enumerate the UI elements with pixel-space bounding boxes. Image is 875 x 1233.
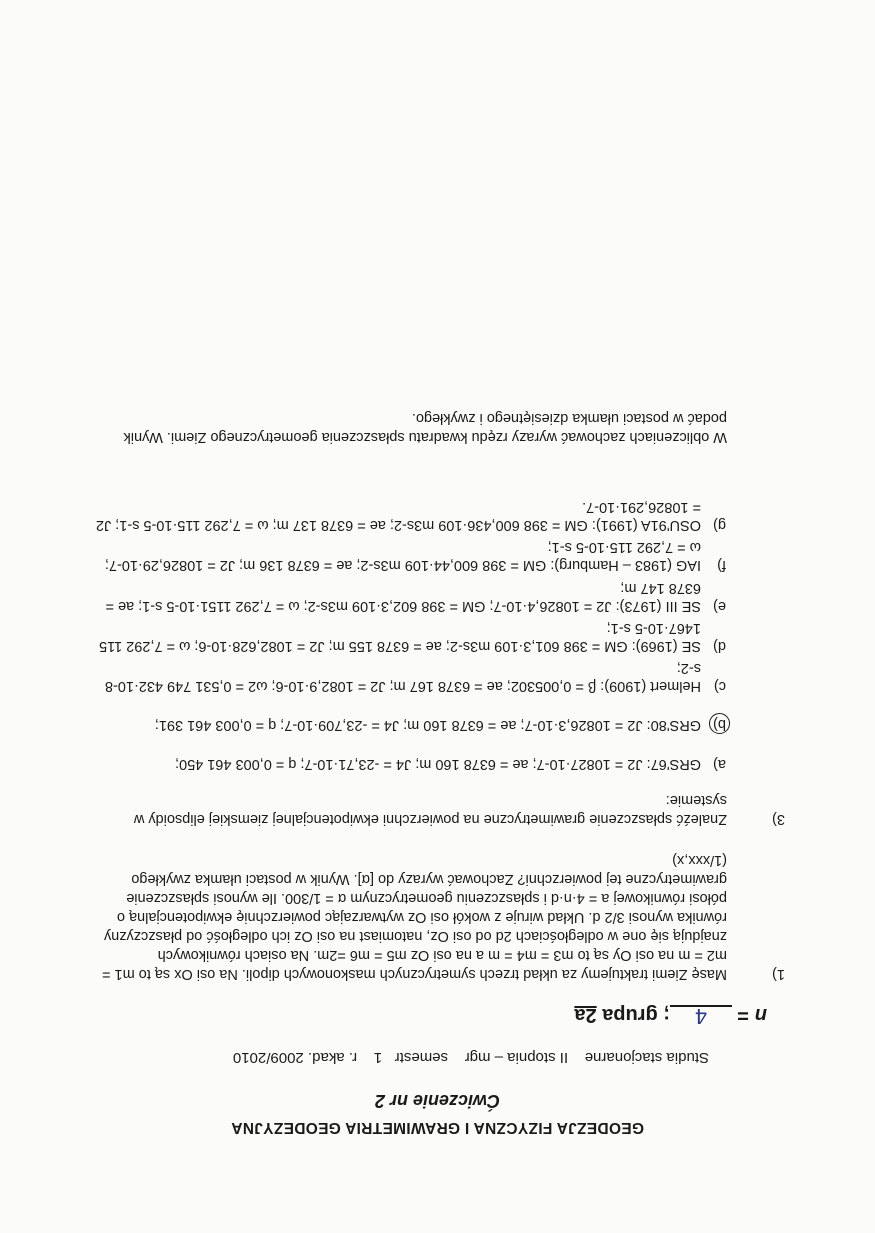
task3-note: W obliczeniach zachować wyrazy rzędu kwadratu spłaszczenia geometrycznego Ziemi. Wynik podać w postaci ułamka dziesiętnego i zwykłego. bbox=[123, 410, 727, 445]
study-info: Studia stacjonarne II stopnia – mgr semestr 1 r. akad. 2009/2010 bbox=[232, 1049, 709, 1066]
option-label-f: f) bbox=[717, 557, 726, 573]
option-label-d: d) bbox=[713, 638, 726, 654]
group-label: ; grupa bbox=[596, 1004, 670, 1026]
task3-number: 3) bbox=[772, 811, 785, 827]
n-label: n = bbox=[731, 1004, 767, 1026]
option-label-c: c) bbox=[713, 678, 726, 694]
option-text-c: Helmert (1909): β = 0,005302; ae = 6378 167 m; J2 = 1082,9·10-6; ω2 = 0,531 749 432·10-8 s-2; bbox=[104, 660, 701, 694]
option-text-e: SE III (1973): J2 = 10826,4·10-7; GM = 398 602,3·109 m3s-2; ω = 7,292 1151·10-5 s-1; ae = 6378 147 m; bbox=[105, 580, 701, 614]
option-text-b: GRS'80: J2 = 10826,3·10-7; ae = 6378 160 m; J4 = -23,709·10-7; q = 0,003 461 391; bbox=[154, 717, 701, 733]
task1-number: 1) bbox=[772, 966, 785, 982]
course-title: GEODEZJA FIZYCZNA I GRAWIMETRIA GEODEZYJNA bbox=[230, 1119, 645, 1136]
option-text-a: GRS'67: J2 = 10827·10-7; ae = 6378 160 m; J4 = -23,71·10-7; q = 0,003 461 450; bbox=[175, 756, 701, 772]
task3-text: Znaleźć spłaszczenie grawimetryczne na powierzchni ekwipotencjalnej ziemskiej elipsoidy w systemie: bbox=[133, 792, 727, 827]
n-handwritten-value: 4 bbox=[670, 1005, 732, 1025]
option-text-g: OSU'91A (1991): GM = 398 600,436·109 m3s-2; ae = 6378 137 m; ω = 7,292 115·10-5 s-1; J2 = 10826,291·10-7. bbox=[95, 499, 701, 533]
option-text-d: SE (1969): GM = 398 601,3·109 m3s-2; ae = 6378 155 m; J2 = 1082,628·10-6; ω = 7,292 115 1467·10-5 s-1; bbox=[99, 620, 701, 654]
group-id: 2a bbox=[574, 1004, 597, 1026]
task1-text: Masę Ziemi traktujemy za układ trzech symetrycznych maskonowych dipoli. Na osi Ox są to m1 = m2 = m na osi Oy są to m3 = m4 = m a na osi Oz m5 = m6 =2m. Na osiach równikowych znajdują się one w odległościach 2d od osi Oz, natomiast na osi Oz ich odległość od płaszczyzny równika wynosi 3/2 d. Układ wiruje z wokół osi Oz wytwarzając powierzchnię ekwipotencjalną o półosi równikowej a = 4·n·d i spłaszczeniu geometrycznym α = 1/300. Ile wynosi spłaszczenie grawimetryczne tej powierzchni? Zachować wyrazy do [α]. Wynik w postaci ułamka zwykłego (1/xxx,x) bbox=[102, 852, 727, 982]
exercise-title: Ćwiczenie nr 2 bbox=[374, 1091, 501, 1111]
option-text-f: IAG (1983 – Hamburg): GM = 398 600,44·109 m3s-2; ae = 6378 136 m; J2 = 10826,29·10-7; ω = 7,292 115·10-5 s-1; bbox=[104, 539, 701, 573]
option-label-g: g) bbox=[713, 517, 726, 533]
group-line bbox=[574, 1003, 767, 1026]
option-label-a: a) bbox=[713, 756, 726, 772]
option-label-e: e) bbox=[713, 598, 726, 614]
option-label-b-circled: b) bbox=[709, 713, 730, 734]
